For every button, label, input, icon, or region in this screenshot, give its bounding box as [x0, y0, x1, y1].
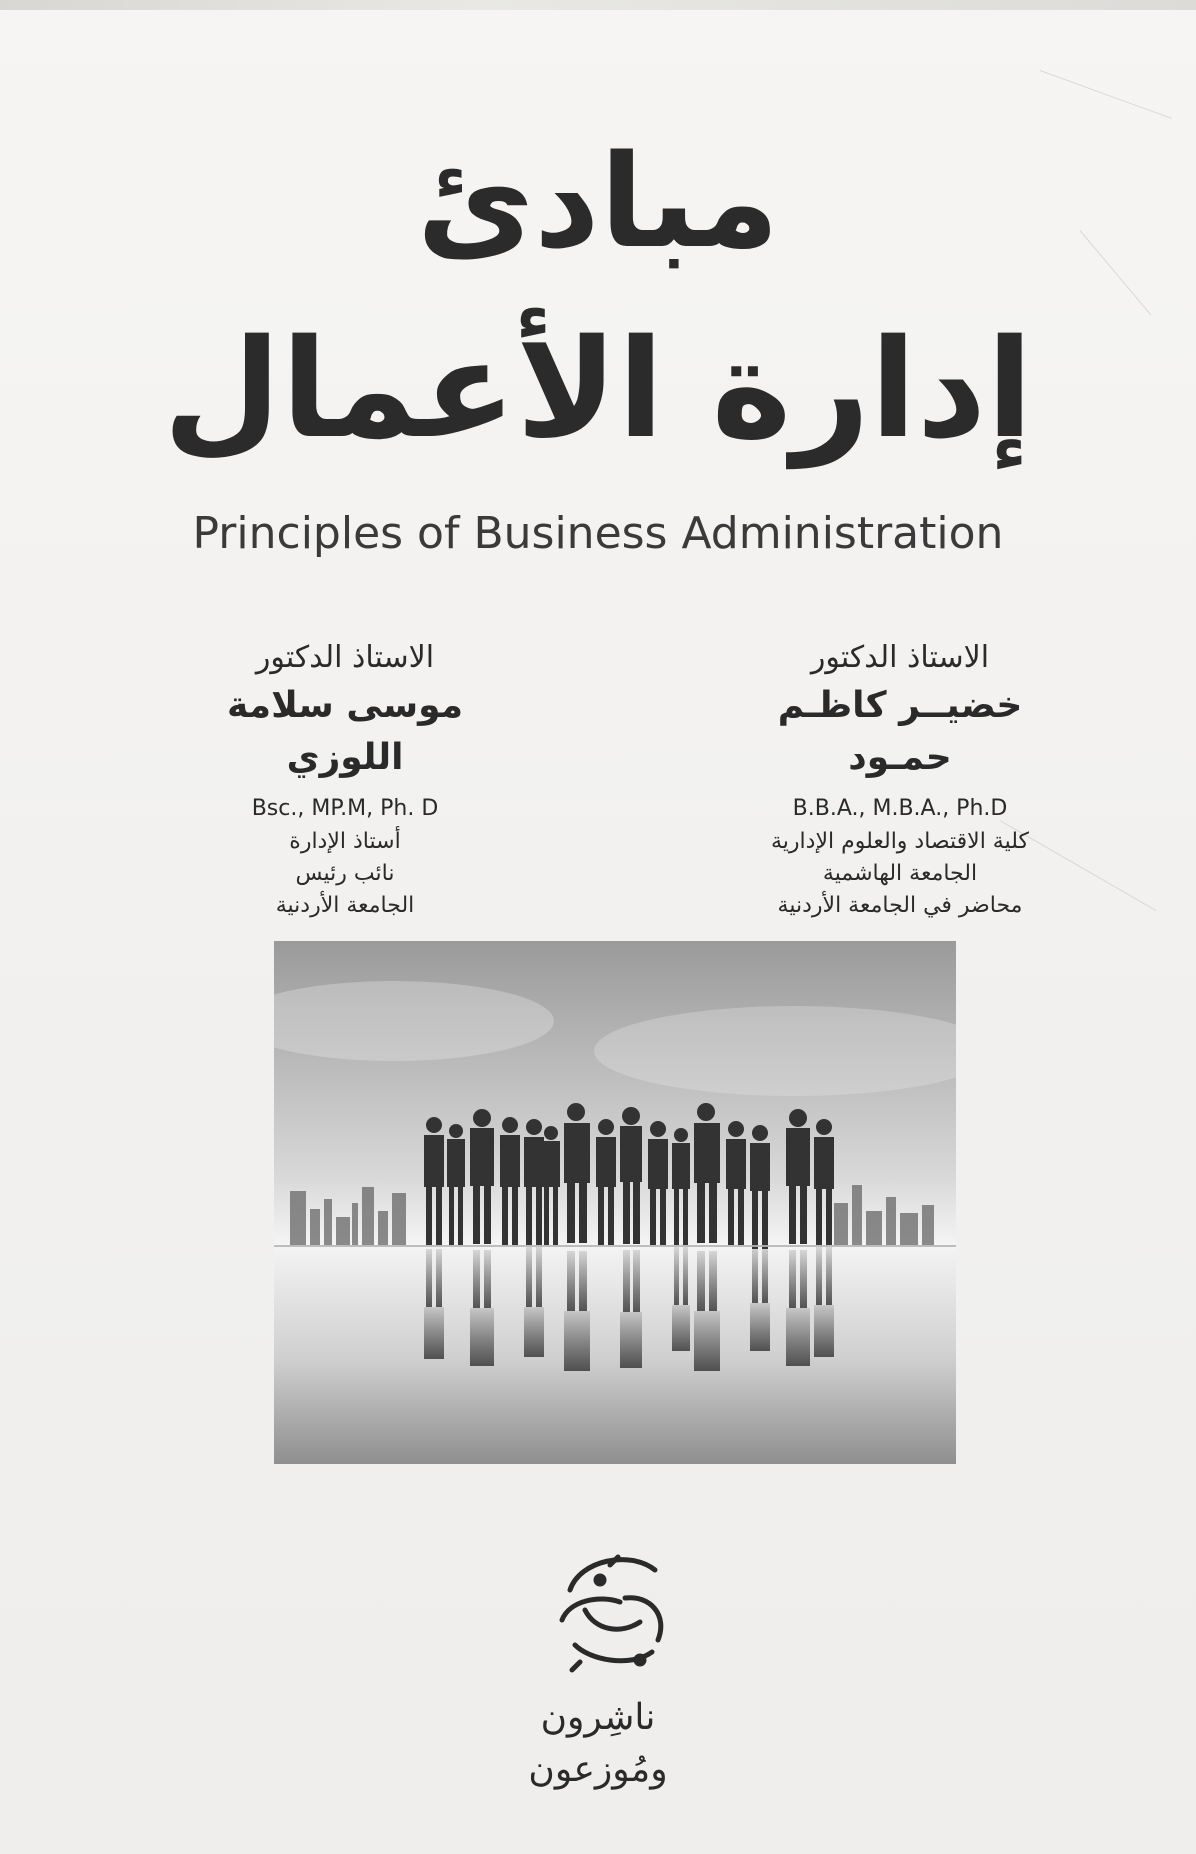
author-honorific: الاستاذ الدكتور: [810, 640, 990, 675]
page-top-edge: [0, 0, 1196, 10]
author-affiliation: أستاذ الإدارة: [289, 829, 401, 854]
author-affiliation: محاضر في الجامعة الأردنية: [777, 893, 1023, 918]
author-degree: Bsc., MP.M, Ph. D: [251, 796, 439, 821]
author-affiliation: كلية الاقتصاد والعلوم الإدارية: [771, 829, 1029, 854]
publisher-name: ناشِرون ومُوزعون: [528, 1697, 668, 1790]
zamzam-calligraphy-logo-icon: [540, 1540, 690, 1690]
title-english: Principles of Business Administration: [192, 508, 1004, 559]
author-honorific: الاستاذ الدكتور: [255, 640, 435, 675]
author-1: [720, 636, 1080, 922]
author-degree: B.B.A., M.B.A., Ph.D: [792, 796, 1008, 821]
author-affiliation: الجامعة الهاشمية: [822, 861, 978, 886]
business-people-silhouettes-icon: [274, 941, 956, 1464]
author-name: خضيــر كاظـم حمـود: [777, 685, 1023, 778]
cover-photo: [274, 941, 956, 1464]
title-arabic-line1: مبادئ: [416, 128, 780, 277]
scan-artifact: [1080, 230, 1151, 315]
scan-artifact: [1040, 70, 1172, 119]
publisher-logo: [540, 1540, 690, 1690]
title-arabic-line2: إدارة الأعمال: [163, 311, 1033, 469]
author-name: موسى سلامة اللوزي: [226, 685, 464, 778]
author-affiliation: نائب رئيس: [295, 861, 395, 886]
author-2: [165, 636, 525, 922]
author-affiliation: الجامعة الأردنية: [275, 893, 415, 918]
